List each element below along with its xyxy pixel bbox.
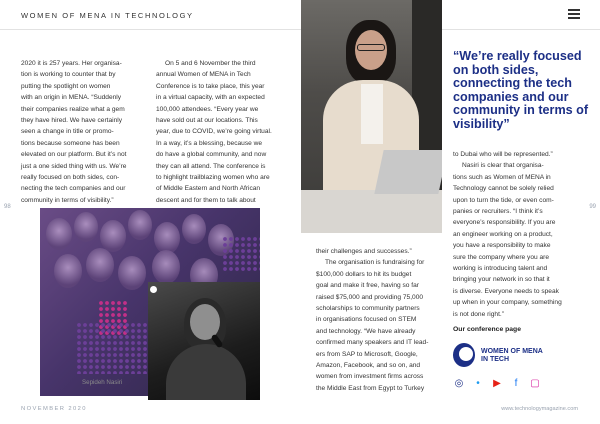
twitter-icon[interactable]: • xyxy=(476,378,480,389)
text-line: putting the spotlight on women xyxy=(21,82,111,90)
text-line: tion is working to counter that by xyxy=(21,71,116,79)
logo-text: WOMEN OF MENA IN TECH xyxy=(481,348,543,363)
youtube-icon[interactable]: ▶ xyxy=(493,378,501,389)
text-line: with an origin in MENA. “Suddenly xyxy=(21,94,122,102)
purple-dot-pattern xyxy=(222,236,260,272)
facebook-icon[interactable]: f xyxy=(514,378,518,389)
text-line: goal and make it free, having so far xyxy=(316,282,419,290)
text-line: annual Women of MENA in Tech xyxy=(156,71,251,79)
text-line: panies or recruiters. “I think it’s xyxy=(453,208,543,216)
text-line: they have hired. We have certainly xyxy=(21,117,123,125)
women-of-mena-logo[interactable] xyxy=(453,343,573,371)
text-line: Technology cannot be solely relied xyxy=(453,185,554,193)
text-line: in a virtual capacity, with an expected xyxy=(156,94,265,102)
text-line: seen a change in title or promo- xyxy=(21,128,114,136)
text-line: to Dubai who will be represented.” xyxy=(453,151,553,158)
text-line: their companies realize what a gem xyxy=(21,105,125,113)
text-line: of Middle Eastern and North African xyxy=(156,185,261,193)
text-line: Nasiri is clear that organisa- xyxy=(462,162,544,170)
page-number-right: 99 xyxy=(589,204,596,210)
text-line: an engineer working on a product, xyxy=(453,230,553,238)
conference-page-heading: Our conference page xyxy=(453,326,521,333)
text-line: community in terms of visibility.” xyxy=(21,196,114,204)
text-line: Amazon, Facebook, and so on, and xyxy=(316,362,421,370)
logo-mark-icon xyxy=(453,343,475,367)
text-line: do have a global community, and now xyxy=(156,151,267,159)
text-line: scholarships to community partners xyxy=(316,305,420,313)
text-line: The organisation is fundraising for xyxy=(325,259,425,267)
text-line: in organisations focused on STEM xyxy=(316,316,417,324)
magazine-section-title: WOMEN OF MENA IN TECHNOLOGY xyxy=(21,11,194,20)
globe-icon[interactable]: ◎ xyxy=(454,378,464,389)
text-line: just a one sided thing with us. We’re xyxy=(21,162,127,170)
text-line: raised $75,000 and providing 75,000 xyxy=(316,293,424,301)
body-column-3 xyxy=(316,246,446,394)
text-line: necting the tech companies and our xyxy=(21,185,126,193)
body-column-2 xyxy=(156,58,289,206)
text-line: the Middle East from Egypt to Turkey xyxy=(316,384,425,392)
text-line: $100,000 dollars to hit its budget xyxy=(316,270,412,278)
text-line: working is introducing talent and xyxy=(453,265,548,273)
purple-dot-pattern-large xyxy=(76,322,148,374)
text-line: women from investment firms across xyxy=(316,373,424,381)
hamburger-menu-icon[interactable] xyxy=(568,9,580,19)
top-bar xyxy=(0,0,600,30)
text-line: Conference is to take place, this year xyxy=(156,82,265,90)
text-line: descent and for them to talk about xyxy=(156,196,256,204)
text-line: they can all attend. The conference is xyxy=(156,162,266,170)
text-line: and technology. “We have already xyxy=(316,327,416,335)
text-line: really focused on both sides, con- xyxy=(21,174,120,182)
event-badge-logo xyxy=(150,285,180,307)
pull-quote: “We’re really focused on both sides, connecting the tech companies and our community in terms of visibility” xyxy=(453,49,589,131)
text-line: bringing your network in so that it xyxy=(453,276,550,284)
text-line: sure the company where you are xyxy=(453,253,550,261)
instagram-icon[interactable]: ▢ xyxy=(530,378,540,389)
text-line: In a way, it’s a blessing, because we xyxy=(156,139,263,147)
body-column-4 xyxy=(453,149,593,320)
text-line: 100,000 attendees. “Every year we xyxy=(156,105,259,113)
text-line: tions such as Women of MENA in xyxy=(453,173,551,181)
text-line: 2020 it is 257 years. Her organisa- xyxy=(21,60,122,67)
page-number-left: 98 xyxy=(4,204,11,210)
text-line: is diverse. Everyone needs to speak xyxy=(453,287,559,295)
text-line: have sold out at our locations. This xyxy=(156,117,258,125)
text-line: tions because someone has been xyxy=(21,139,120,147)
footer-issue-date: NOVEMBER 2020 xyxy=(21,406,87,412)
text-line: is not done right.” xyxy=(453,310,504,318)
text-line: ers from SAP to Microsoft, Google, xyxy=(316,350,418,358)
text-line: upon to turn the tide, or even com- xyxy=(453,196,554,204)
text-line: everyone’s responsibility. If you are xyxy=(453,219,556,227)
photo-caption: Sepideh Nasiri xyxy=(82,379,123,386)
text-line: year, due to COVID, we’re going virtual. xyxy=(156,128,272,136)
text-line: up when in your company, something xyxy=(453,299,562,307)
text-line: confirmed many speakers and IT lead- xyxy=(316,339,429,347)
woman-laptop-photo xyxy=(301,0,442,233)
footer-website[interactable]: www.technologymagazine.com xyxy=(501,406,578,412)
text-line: to highlight trailblazing women who are xyxy=(156,174,270,182)
text-line: On 5 and 6 November the third xyxy=(165,60,256,67)
text-line: elevated on our platform. But it’s not xyxy=(21,151,127,159)
body-column-1 xyxy=(21,58,147,206)
text-line: their challenges and successes.” xyxy=(316,248,412,255)
text-line: you have a responsibility to make xyxy=(453,242,551,250)
